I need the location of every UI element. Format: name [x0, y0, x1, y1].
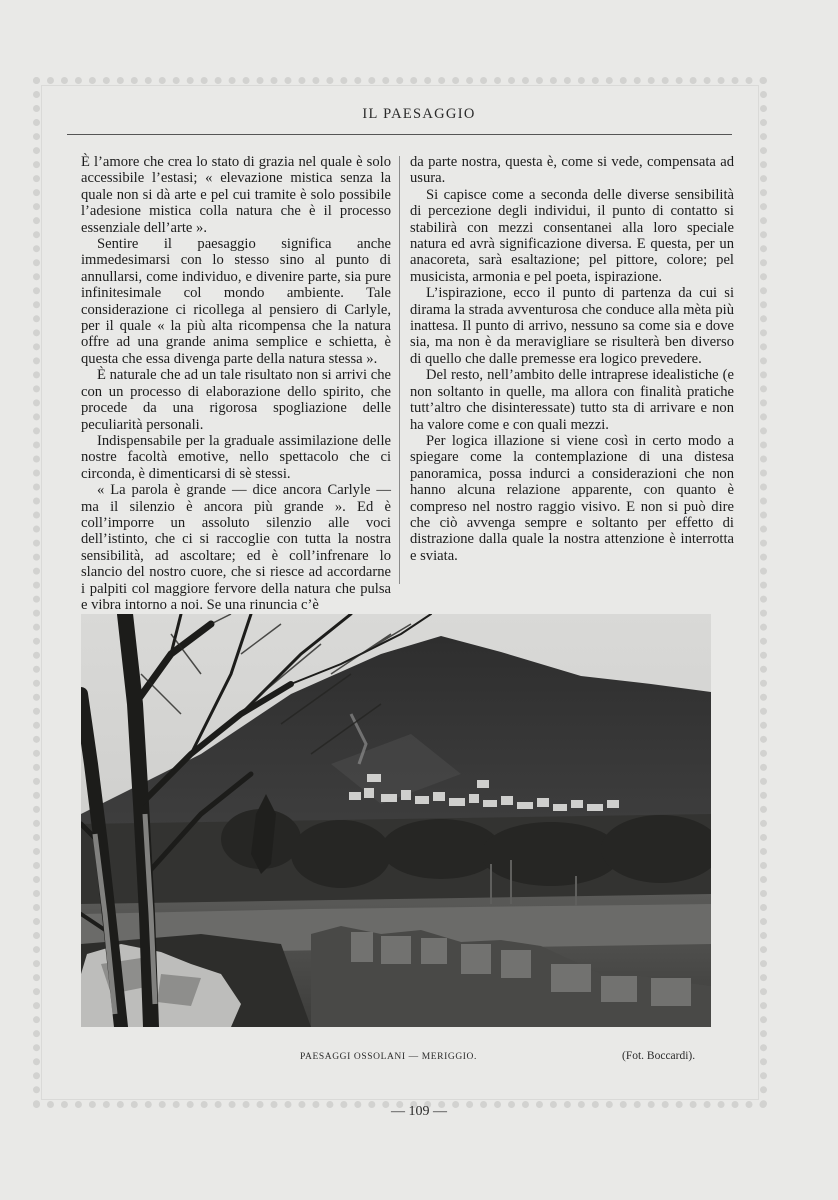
paragraph: Indispensabile per la graduale assimilazione delle nostre facoltà emotive, nello spettacolo che ci circonda, è dimenticarsi di sè stessi.	[81, 432, 391, 482]
paragraph: Del resto, nell’ambito delle intraprese idealistiche (e non soltanto in quelle, ma allora con finalità pratiche tutt’altro che disinteressate) tutto sta di arrivare e non ha valore come e con quali mezzi.	[410, 367, 734, 433]
landscape-photograph	[81, 614, 711, 1027]
paragraph: Sentire il paesaggio significa anche immedesimarsi con lo stesso sino al punto di annullarsi, come individuo, e divenire parte, sia pure infinitesimale col mondo ambiente. Tale considerazione ci ricollega al pensiero di Carlyle, per il quale « la più alta ricompensa che la natura offre ad una grande anima semplice e schietta, è questa che essa divenga parte della natura stessa ».	[81, 236, 391, 367]
left-column	[81, 154, 391, 613]
paragraph: È naturale che ad un tale risultato non si arrivi che con un processo di elaborazione dello spirito, che procede da una rigorosa spogliazione delle peculiarità personali.	[81, 367, 391, 433]
column-divider	[399, 156, 400, 584]
paragraph: L’ispirazione, ecco il punto di partenza da cui si dirama la strada avventurosa che conduce alla mèta più inattesa. Il punto di arrivo, nessuno sa come sia e dove sia, ma non è da meravigliare se risulterà ben diverso di quello che dalle premesse era logico prevedere.	[410, 285, 734, 367]
running-header: IL PAESAGGIO	[362, 106, 476, 122]
caption-title: PAESAGGI OSSOLANI — MERIGGIO.	[300, 1052, 477, 1062]
page-number: — 109 —	[391, 1104, 447, 1119]
paragraph: Per logica illazione si viene così in certo modo a spiegare come la contemplazione di una distesa panoramica, possa indurci a considerazioni che non hanno alcuna relazione apparente, con quanto è compreso nel nostro raggio visivo. E non si può dire che ciò avvenga sempre e soltanto per effetto di distrazione dalla quale la nostra attenzione è interrotta e sviata.	[410, 432, 734, 564]
paragraph: « La parola è grande — dice ancora Carlyle — ma il silenzio è ancora più grande ». Ed è coll’imporre un assoluto silenzio alle voci dell’istinto, che ci si raccoglie con tutta la nostra sensibilità, ad ascoltare; ed è coll’infrenare lo slancio del nostro cuore, che si riesce ad accordarne i palpiti col maggiore fervore della natura che pulsa e vibra intorno a noi. Se una rinuncia c’è	[81, 482, 391, 613]
paragraph: È l’amore che crea lo stato di grazia nel quale è solo accessibile l’estasi; « elevazione mistica senza la quale non si dà arte e pel cui tramite è solo possibile l’adesione mistica colla natura che è il processo essenziale dell’arte ».	[81, 154, 391, 236]
paragraph: Si capisce come a seconda delle diverse sensibilità di percezione degli individui, il punto di contatto si stabilirà con mezzi consentanei alla loro speciale natura ed avrà significazione diversa. E questa, per un anacoreta, sarà esaltazione; pel pittore, colore; pel musicista, armonia e pel poeta, ispirazione.	[410, 186, 734, 285]
caption-credit: (Fot. Boccardi).	[622, 1050, 696, 1062]
header-rule	[67, 134, 732, 135]
right-column	[410, 154, 734, 564]
paragraph: da parte nostra, questa è, come si vede, compensata ad usura.	[410, 154, 734, 187]
